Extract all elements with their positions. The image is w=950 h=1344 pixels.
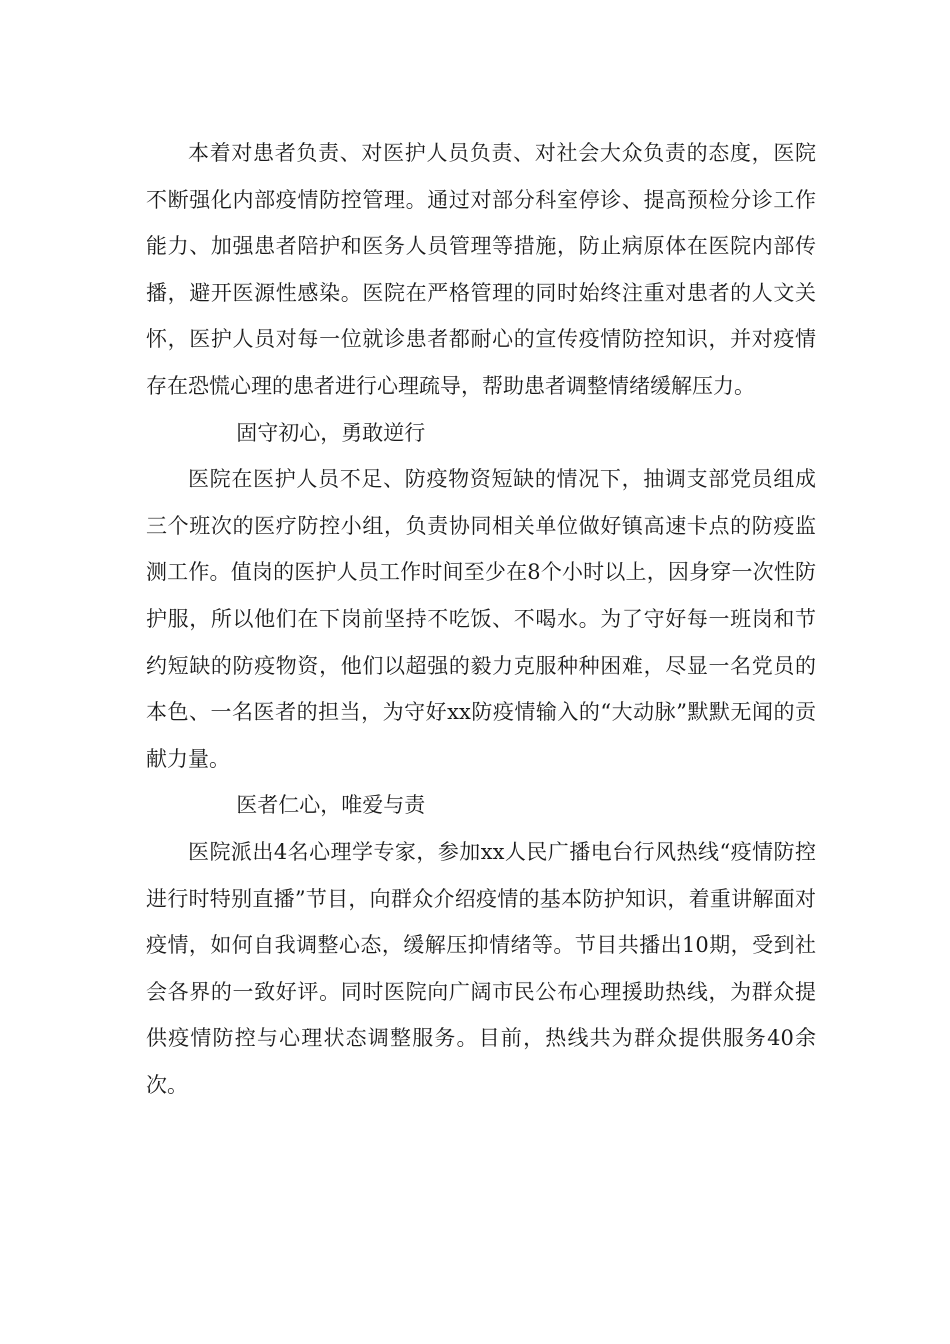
document-body	[146, 130, 816, 1108]
section-heading-compassion: 医者仁心，唯爱与责	[236, 793, 426, 818]
paragraph-checkpoint-duty: 医院在医护人员不足、防疫物资短缺的情况下，抽调支部党员组成三个班次的医疗防控小组，负责协同相关单位做好镇高速卡点的防疫监测工作。值岗的医护人员工作时间至少在8个小时以上，因身穿一次性防护服，所以他们在下岗前坚持不吃饭、不喝水。为了守好每一班岗和节约短缺的防疫物资，他们以超强的毅力克服种种困难，尽显一名党员的本色、一名医者的担当，为守好xx防疫情输入的“大动脉”默默无闻的贡献力量。	[146, 467, 816, 771]
section-heading-steadfast: 固守初心，勇敢逆行	[236, 420, 426, 445]
paragraph-patient-care: 本着对患者负责、对医护人员负责、对社会大众负责的态度，医院不断强化内部疫情防控管理。通过对部分科室停诊、提高预检分诊工作能力、加强患者陪护和医务人员管理等措施，防止病原体在医院内部传播，避开医源性感染。医院在严格管理的同时始终注重对患者的人文关怀，医护人员对每一位就诊患者都耐心的宣传疫情防控知识，并对疫情存在恐慌心理的患者进行心理疏导，帮助患者调整情绪缓解压力。	[146, 141, 816, 398]
paragraph-psychological-aid: 医院派出4名心理学专家，参加xx人民广播电台行风热线“疫情防控进行时特别直播”节目，向群众介绍疫情的基本防护知识，着重讲解面对疫情，如何自我调整心态，缓解压抑情绪等。节目共播出10期，受到社会各界的一致好评。同时医院向广阔市民公布心理援助热线，为群众提供疫情防控与心理状态调整服务。目前，热线共为群众提供服务40余次。	[146, 839, 816, 1097]
